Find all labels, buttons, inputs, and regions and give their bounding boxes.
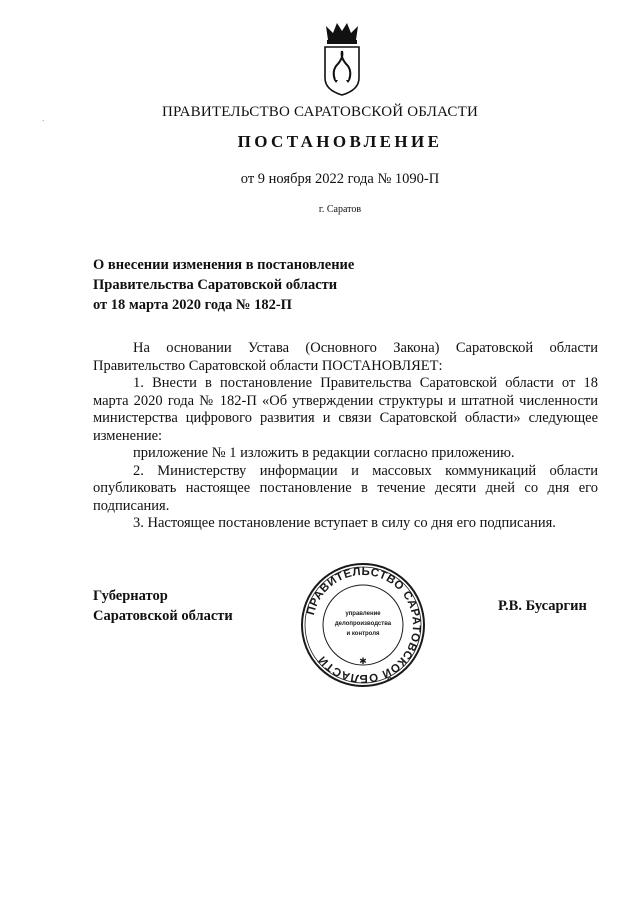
stamp-star-icon: ✱ (359, 656, 367, 666)
government-name: ПРАВИТЕЛЬСТВО САРАТОВСКОЙ ОБЛАСТИ (161, 104, 479, 120)
stamp-center-line: управление (345, 611, 381, 617)
signer-title (93, 586, 233, 626)
item-2-paragraph: 2. Министерству информации и массовых коммуникаций области опубликовать настоящее постановление в течение десяти дней со дня его подписания. (93, 462, 598, 514)
subject-line: Правительства Саратовской области (93, 277, 338, 293)
date-and-number: от 9 ноября 2022 года № 1090-П (240, 171, 440, 187)
coat-of-arms-icon (322, 20, 362, 96)
subject-line: О внесении изменения в постановление (93, 257, 355, 273)
city-line: г. Саратов (318, 204, 362, 215)
document-type: ПОСТАНОВЛЕНИЕ (237, 132, 443, 151)
item-3-paragraph: 3. Настоящее постановление вступает в силу со дня его подписания. (133, 515, 556, 531)
item-1-continuation: приложение № 1 изложить в редакции согласно приложению. (133, 445, 515, 461)
official-stamp (298, 560, 428, 690)
signer-title-line: Губернатор (93, 588, 168, 604)
stamp-ring-text: ПРАВИТЕЛЬСТВО САРАТОВСКОЙ ОБЛАСТИ (305, 565, 423, 685)
scan-mark: · (42, 117, 45, 125)
subject-line: от 18 марта 2020 года № 182-П (93, 297, 292, 313)
body-text (93, 340, 598, 533)
stamp-center-line: делопроизводства (334, 621, 392, 627)
signer-title-line: Саратовской области (93, 608, 233, 624)
stamp-center-line: и контроля (346, 631, 380, 637)
preamble-paragraph: На основании Устава (Основного Закона) Саратовской области Правительство Саратовской области ПОСТАНОВЛЯЕТ: (93, 340, 598, 374)
item-1-paragraph: 1. Внести в постановление Правительства Саратовской области от 18 марта 2020 года № 182-П «Об утверждении структуры и штатной численности министерства цифрового развития и связи Саратовской области» следующее изменение: (93, 375, 598, 444)
signer-name: Р.В. Бусаргин (498, 598, 587, 614)
subject-heading (93, 255, 493, 315)
